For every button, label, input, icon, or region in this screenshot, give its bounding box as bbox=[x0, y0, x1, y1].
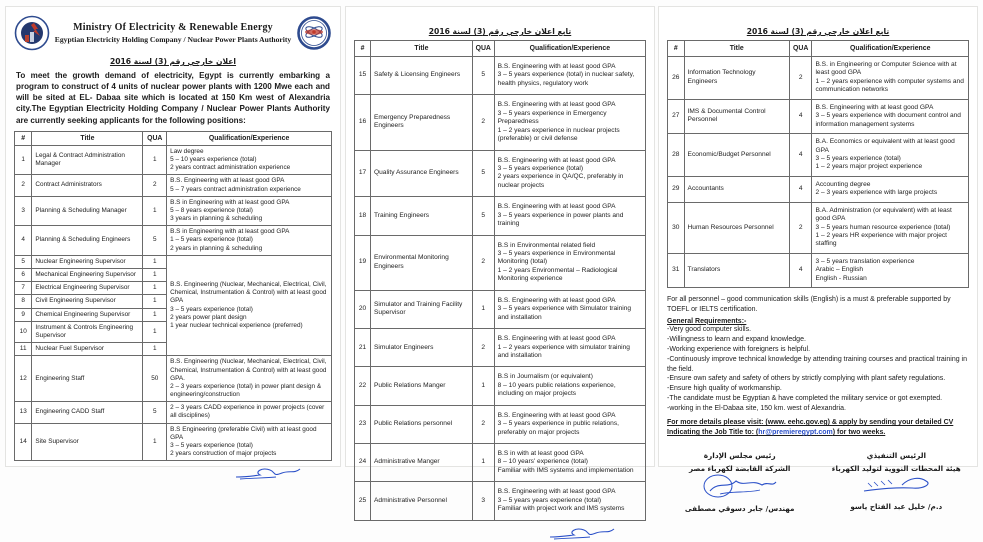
quantity: 2 bbox=[472, 329, 494, 367]
quantity: 4 bbox=[789, 253, 812, 287]
qualification-line: 3 – 5 years experience (total) bbox=[170, 305, 253, 313]
row-number: 23 bbox=[355, 405, 371, 443]
table-row bbox=[15, 196, 332, 226]
quantity: 5 bbox=[472, 57, 494, 95]
qualification-line: 3 – 5 years translation experience bbox=[815, 257, 915, 265]
position-title: IMS & Documental Control Personnel bbox=[684, 99, 789, 133]
table-row bbox=[15, 402, 332, 423]
qualification-line: 3 years in planning & scheduling bbox=[170, 215, 263, 223]
position-title: Electrical Engineering Supervisor bbox=[32, 282, 143, 295]
quantity: 1 bbox=[143, 295, 167, 308]
table-row bbox=[668, 253, 969, 287]
quantity: 1 bbox=[143, 255, 167, 268]
quantity: 1 bbox=[143, 308, 167, 321]
qualification-line: 1 – 2 years HR experience with major project staffing bbox=[815, 232, 948, 248]
table-row bbox=[668, 57, 969, 100]
chairman-signature-scribble-icon bbox=[700, 473, 780, 499]
requirement-item: -Willingness to learn and expand knowledge. bbox=[667, 335, 806, 343]
qualification-line: B.S. Engineering (Nuclear, Mechanical, Electrical, Civil, Chemical, Instrumentation & Control) with at least good GPA bbox=[170, 281, 327, 305]
ceo-signature-scribble-icon bbox=[854, 473, 938, 497]
row-number: 20 bbox=[355, 290, 371, 328]
qualification-line: 2 – 3 years CADD experience in power projects (cover all disciplines) bbox=[170, 404, 325, 420]
table-row bbox=[15, 145, 332, 175]
requirement-item: -Working experience with foreigners is helpful. bbox=[667, 345, 811, 353]
quantity: 5 bbox=[472, 150, 494, 197]
table-row bbox=[355, 57, 646, 95]
requirement-item: -working in the El-Dabaa site, 150 km. west of Alexandria. bbox=[667, 405, 846, 413]
qualification-line: Accounting degree bbox=[815, 180, 871, 188]
positions-table-3 bbox=[667, 40, 969, 288]
general-requirements-heading: General Requirements:- bbox=[667, 317, 747, 325]
row-number: 24 bbox=[355, 444, 371, 482]
position-title: Civil Engineering Supervisor bbox=[32, 295, 143, 308]
page-2 bbox=[345, 6, 655, 513]
signature-block bbox=[667, 451, 969, 513]
more-details-tail: ) for two weeks. bbox=[832, 429, 886, 437]
quantity: 2 bbox=[143, 175, 167, 196]
qualification-line: Familiar with project work and IMS systems bbox=[497, 505, 625, 513]
row-number: 2 bbox=[15, 175, 32, 196]
qualification-line: 2 years in planning & scheduling bbox=[170, 244, 263, 252]
qualification-line: B.A. Economics or equivalent with at least good GPA bbox=[815, 138, 955, 154]
position-title: Administrative Manger bbox=[371, 444, 473, 482]
positions-table bbox=[14, 131, 332, 462]
row-number: 6 bbox=[15, 269, 32, 282]
qualification-line: B.S. Engineering with at least good GPA bbox=[497, 101, 616, 109]
position-title: Public Relations personnel bbox=[371, 405, 473, 443]
position-title: Translators bbox=[684, 253, 789, 287]
quantity: 2 bbox=[472, 95, 494, 150]
row-number: 29 bbox=[668, 176, 685, 202]
position-title: Nuclear Engineering Supervisor bbox=[32, 255, 143, 268]
qualification-line: B.S. Engineering with at least good GPA bbox=[497, 63, 616, 70]
qualification-cell bbox=[167, 196, 332, 226]
quantity: 1 bbox=[143, 343, 167, 356]
qualification-cell bbox=[494, 482, 645, 520]
position-title: Quality Assurance Engineers bbox=[371, 150, 473, 197]
row-number: 7 bbox=[15, 282, 32, 295]
qualification-line: B.S. Engineering with at least good GPA bbox=[497, 203, 616, 211]
ministry-title: Ministry Of Electricity & Renewable Energy bbox=[73, 22, 273, 33]
qualification-cell bbox=[812, 57, 969, 100]
table-row bbox=[355, 329, 646, 367]
row-number: 16 bbox=[355, 95, 371, 150]
position-title: Planning & Scheduling Manager bbox=[32, 196, 143, 226]
quantity: 4 bbox=[789, 99, 812, 133]
row-number: 28 bbox=[668, 134, 685, 177]
position-title: Safety & Licensing Engineers bbox=[371, 57, 473, 95]
column-header: # bbox=[15, 131, 32, 145]
qualification-line: 3 – 5 years years experience (total) bbox=[497, 496, 602, 504]
table-row bbox=[668, 176, 969, 202]
column-header: QUA bbox=[143, 131, 167, 145]
column-header: Qualification/Experience bbox=[494, 41, 645, 57]
row-number: 10 bbox=[15, 321, 32, 342]
column-header: Qualification/Experience bbox=[812, 41, 969, 57]
quantity: 1 bbox=[143, 196, 167, 226]
qualification-cell bbox=[167, 145, 332, 175]
qualification-line: 1 – 2 years Environmental – Radiological Monitoring experience bbox=[497, 266, 618, 283]
chairman-role: رئيس مجلس الإدارة bbox=[703, 450, 776, 460]
qualification-cell bbox=[167, 255, 332, 356]
quantity: 2 bbox=[789, 202, 812, 253]
quantity: 1 bbox=[143, 269, 167, 282]
chairman-org: الشركة القابضة لكهرباء مصر bbox=[689, 463, 791, 473]
qualification-cell bbox=[167, 175, 332, 196]
qualification-cell bbox=[494, 197, 645, 235]
qualification-cell bbox=[167, 402, 332, 423]
position-title: Planning & Scheduling Engineers bbox=[32, 226, 143, 256]
position-title: Nuclear Fuel Supervisor bbox=[32, 343, 143, 356]
row-number: 17 bbox=[355, 150, 371, 197]
qualification-cell bbox=[167, 423, 332, 461]
row-number: 12 bbox=[15, 356, 32, 402]
quantity: 1 bbox=[472, 367, 494, 405]
qualification-line: 3 – 5 years experience with Simulator training and installation bbox=[497, 305, 632, 321]
position-title: Accountants bbox=[684, 176, 789, 202]
table-row bbox=[668, 134, 969, 177]
position-title: Administrative Personnel bbox=[371, 482, 473, 520]
qualification-line: 3 – 5 years experience with document control and information management systems bbox=[815, 112, 961, 128]
position-title: Human Resources Personnel bbox=[684, 202, 789, 253]
more-details-text: For more details please visit: (www. eehc.gov.eg) & apply by sending your detailed CV Indicating the Job Title to: ( bbox=[667, 419, 954, 437]
quantity: 1 bbox=[143, 321, 167, 342]
qualification-line: 2 – 3 years experience with large projects bbox=[815, 189, 938, 197]
qualification-cell bbox=[494, 95, 645, 150]
column-header: Title bbox=[32, 131, 143, 145]
column-header: QUA bbox=[472, 41, 494, 57]
table-row bbox=[355, 367, 646, 405]
qualification-line: 3 – 5 years experience in public relations, preferably on major projects bbox=[497, 420, 619, 436]
position-title: Simulator Engineers bbox=[371, 329, 473, 367]
quantity: 2 bbox=[472, 405, 494, 443]
position-title: Training Engineers bbox=[371, 197, 473, 235]
table-row bbox=[15, 423, 332, 461]
qualification-line: 2 years construction of major projects bbox=[170, 450, 277, 458]
position-title: Legal & Contract Administration Manager bbox=[32, 145, 143, 175]
qualification-line: B.S. Engineering with at least good GPA bbox=[815, 103, 934, 111]
row-number: 21 bbox=[355, 329, 371, 367]
qualification-cell bbox=[812, 202, 969, 253]
table-row bbox=[355, 150, 646, 197]
quantity: 2 bbox=[472, 235, 494, 290]
qualification-line: 2 years power plant design bbox=[170, 313, 247, 321]
quantity: 50 bbox=[143, 356, 167, 402]
quantity: 5 bbox=[143, 402, 167, 423]
position-title: Simulator and Training Facility Supervisor bbox=[371, 290, 473, 328]
signature-scribble-icon bbox=[232, 464, 304, 482]
table-row bbox=[15, 175, 332, 196]
qualification-line: B.S in with at least good GPA bbox=[497, 450, 584, 457]
quantity: 1 bbox=[472, 290, 494, 328]
qualification-line: 1 – 2 years experience with computer systems and communication networks bbox=[815, 77, 964, 94]
positions-table-1 bbox=[14, 131, 332, 462]
qualification-cell bbox=[494, 444, 645, 482]
row-number: 11 bbox=[15, 343, 32, 356]
qualification-line: B.S in Engineering with at least good GPA bbox=[170, 228, 290, 236]
positions-table-2 bbox=[354, 40, 646, 521]
row-number: 5 bbox=[15, 255, 32, 268]
row-number: 9 bbox=[15, 308, 32, 321]
application-email: hr@premieregypt.com bbox=[758, 429, 833, 437]
quantity: 5 bbox=[143, 226, 167, 256]
qualification-line: 5 – 10 years experience (total) bbox=[170, 155, 257, 163]
quantity: 4 bbox=[789, 134, 812, 177]
announcement-continuation-title-arabic: تابع اعلان خارجي رقم (3) لسنة 2016 bbox=[428, 27, 572, 36]
eehc-logo-icon bbox=[14, 15, 50, 51]
qualification-line: B.S. Engineering with at least good GPA bbox=[497, 488, 616, 496]
qualification-line: 3 – 5 years experience in power plants and training bbox=[497, 211, 624, 228]
column-header: Title bbox=[684, 41, 789, 57]
table-row bbox=[15, 226, 332, 256]
qualification-cell bbox=[167, 226, 332, 256]
requirement-item: -Ensure own safety and safety of others by strictly complying with plant safety regulations. bbox=[667, 375, 946, 383]
table-row bbox=[355, 290, 646, 328]
row-number: 1 bbox=[15, 145, 32, 175]
qualification-line: B.S in Environmental related field bbox=[497, 241, 596, 249]
row-number: 27 bbox=[668, 99, 685, 133]
column-header: # bbox=[668, 41, 685, 57]
qualification-line: B.S in Journalism (or equivalent) bbox=[497, 373, 593, 381]
page-3 bbox=[658, 6, 978, 513]
qualification-line: 3 – 5 years experience (total) bbox=[815, 154, 901, 162]
announcement-title-arabic: اعلان خارجي رقم (3) لسنة 2016 bbox=[109, 57, 237, 66]
row-number: 26 bbox=[668, 57, 685, 100]
table-row bbox=[15, 255, 332, 268]
ceo-signature bbox=[830, 451, 963, 513]
quantity: 1 bbox=[472, 444, 494, 482]
qualification-line: 3 – 5 years experience in Environmental Monitoring (total) bbox=[497, 250, 616, 266]
table-row bbox=[355, 95, 646, 150]
qualification-line: 1 – 2 years experience with simulator training and installation bbox=[497, 343, 630, 359]
qualification-line: 2 – 3 years experience (total) in power plant design & engineering/construction bbox=[170, 382, 322, 399]
quantity: 1 bbox=[143, 145, 167, 175]
holding-company-subtitle: Egyptian Electricity Holding Company / Nuclear Power Plants Authority bbox=[54, 35, 292, 44]
position-title: Engineering Staff bbox=[32, 356, 143, 402]
nppa-logo-icon bbox=[296, 15, 332, 51]
more-details-note bbox=[667, 418, 969, 438]
quantity: 1 bbox=[143, 282, 167, 295]
qualification-line: Law degree bbox=[170, 147, 204, 155]
row-number: 15 bbox=[355, 57, 371, 95]
position-title: Mechanical Engineering Supervisor bbox=[32, 269, 143, 282]
ceo-org: هيئة المحطات النووية لتوليد الكهرباء bbox=[831, 463, 961, 473]
qualification-line: B.S. Engineering with at least good GPA bbox=[497, 335, 616, 343]
requirement-item: -Continuously improve technical knowledge by attending training courses and practical training in the field. bbox=[667, 355, 968, 373]
row-number: 18 bbox=[355, 197, 371, 235]
page-1 bbox=[5, 6, 341, 467]
qualification-line: B.S. Engineering (Nuclear, Mechanical, Electrical, Civil, Chemical, Instrumentation & Control) with at least good GPA. bbox=[170, 358, 327, 382]
position-title: Contract Administrators bbox=[32, 175, 143, 196]
qualification-line: B.A. Administration (or equivalent) with at least good GPA bbox=[815, 206, 952, 223]
qualification-line: 3 – 5 years experience in Emergency Preparedness bbox=[497, 109, 607, 126]
table-row bbox=[355, 444, 646, 482]
general-requirements-list bbox=[667, 325, 969, 414]
row-number: 4 bbox=[15, 226, 32, 256]
qualification-line: B.S. Engineering with at least good GPA bbox=[497, 296, 616, 304]
page1-header bbox=[14, 15, 332, 51]
ceo-role: الرئيس التنفيذي bbox=[866, 450, 927, 460]
qualification-cell bbox=[812, 134, 969, 177]
qualification-line: B.S. in Engineering or Computer Science with at least good GPA bbox=[815, 61, 957, 77]
qualification-cell bbox=[494, 405, 645, 443]
qualification-line: 1 – 5 years experience (total) bbox=[170, 236, 253, 244]
ministry-header bbox=[50, 22, 296, 44]
qualification-line: 1 year nuclear technical experience (preferred) bbox=[170, 321, 303, 329]
table-row bbox=[355, 197, 646, 235]
qualification-cell bbox=[494, 329, 645, 367]
qualification-line: 1 – 2 years experience in nuclear projects (preferable) or civil defense bbox=[497, 126, 620, 143]
qualification-cell bbox=[812, 176, 969, 202]
position-title: Environmental Monitoring Engineers bbox=[371, 235, 473, 290]
intro-paragraph: To meet the growth demand of electricity, Egypt is currently embarking a program to construct of 4 units of nuclear power plants with 1200 Mwe each and will be sited at EL- Dabaa site which is located at 150 Km west of Alexandria city.The Egyptian Electricity Holding Company / Nuclear Power Plants Authority are currently seeking applicants for the following positions: bbox=[16, 71, 330, 125]
qualification-line: 2 years contract administration experience bbox=[170, 164, 291, 172]
qualification-cell bbox=[494, 235, 645, 290]
qualification-line: B.S in Engineering with at least good GPA bbox=[170, 198, 290, 206]
qualification-cell bbox=[494, 290, 645, 328]
position-title: Emergency Preparedness Engineers bbox=[371, 95, 473, 150]
position-title: Chemical Engineering Supervisor bbox=[32, 308, 143, 321]
chairman-name: مهندس/ جابر دسوقي مصطفى bbox=[684, 503, 795, 513]
qualification-cell bbox=[812, 253, 969, 287]
qualification-line: 5 – 7 years contract administration experience bbox=[170, 185, 301, 193]
row-number: 19 bbox=[355, 235, 371, 290]
qualification-line: Familiar with IMS systems and implementation bbox=[497, 466, 634, 474]
quantity: 2 bbox=[789, 57, 812, 100]
table-row bbox=[668, 99, 969, 133]
qualification-cell bbox=[812, 99, 969, 133]
table-row bbox=[355, 405, 646, 443]
column-header: # bbox=[355, 41, 371, 57]
qualification-line: 3 – 5 years experience (total) bbox=[497, 164, 584, 172]
positions-table bbox=[354, 40, 646, 521]
positions-table bbox=[667, 40, 969, 288]
position-title: Instrument & Controls Engineering Supervisor bbox=[32, 321, 143, 342]
ceo-name: د.م/ خليل عبد الفتاح ياسو bbox=[850, 501, 943, 511]
position-title: Site Supervisor bbox=[32, 423, 143, 461]
table-row bbox=[668, 202, 969, 253]
position-title: Public Relations Manger bbox=[371, 367, 473, 405]
table-row bbox=[355, 235, 646, 290]
quantity: 4 bbox=[789, 176, 812, 202]
qualification-line: 3 – 5 years experience (total) in nuclear safety, health physics, regulatory work bbox=[497, 71, 635, 87]
qualification-line: 8 – 10 years' experience (total) bbox=[497, 458, 588, 466]
row-number: 25 bbox=[355, 482, 371, 520]
position-title: Information Technology Engineers bbox=[684, 57, 789, 100]
qualification-cell bbox=[494, 367, 645, 405]
row-number: 3 bbox=[15, 196, 32, 226]
qualification-line: B.S. Engineering with at least good GPA bbox=[170, 177, 285, 185]
row-number: 31 bbox=[668, 253, 685, 287]
requirement-item: -Very good computer skills. bbox=[667, 325, 752, 333]
row-number: 14 bbox=[15, 423, 32, 461]
qualification-line: B.S. Engineering with at least good GPA bbox=[497, 411, 616, 419]
table-row bbox=[355, 482, 646, 520]
quantity: 5 bbox=[472, 197, 494, 235]
column-header: QUA bbox=[789, 41, 812, 57]
announcement-continuation-title-arabic: تابع اعلان خارجي رقم (3) لسنة 2016 bbox=[746, 27, 890, 36]
row-number: 30 bbox=[668, 202, 685, 253]
qualification-line: 5 – 8 years experience (total) bbox=[170, 206, 253, 214]
qualification-cell bbox=[167, 356, 332, 402]
qualification-cell bbox=[494, 57, 645, 95]
qualification-line: 3 – 5 years human resource experience (total) bbox=[815, 223, 951, 231]
position-title: Engineering CADD Staff bbox=[32, 402, 143, 423]
all-personnel-note: For all personnel – good communication skills (English) is a must & preferable supported by TOEFL or IELTS certification. bbox=[667, 296, 951, 313]
quantity: 3 bbox=[472, 482, 494, 520]
qualification-line: B.S. Engineering with at least good GPA bbox=[497, 156, 616, 164]
chairman-signature bbox=[673, 451, 806, 513]
row-number: 22 bbox=[355, 367, 371, 405]
row-number: 13 bbox=[15, 402, 32, 423]
signature-scribble-icon bbox=[546, 524, 618, 542]
qualification-line: 8 – 10 years public relations experience, including on major projects bbox=[497, 381, 616, 398]
qualification-line: B.S Engineering (preferable Civil) with at least good GPA bbox=[170, 425, 317, 441]
quantity: 1 bbox=[143, 423, 167, 461]
requirement-item: -Ensure high quality of workmanship. bbox=[667, 385, 782, 393]
qualification-line: Arabic – English bbox=[815, 266, 864, 274]
qualification-line: 2 years experience in QA/QC, preferably in nuclear projects bbox=[497, 173, 624, 189]
position-title: Economic/Budget Personnel bbox=[684, 134, 789, 177]
qualification-line: English - Russian bbox=[815, 274, 867, 282]
qualification-cell bbox=[494, 150, 645, 197]
column-header: Title bbox=[371, 41, 473, 57]
column-header: Qualification/Experience bbox=[167, 131, 332, 145]
qualification-line: 1 – 2 years major project experience bbox=[815, 163, 923, 171]
requirement-item: -The candidate must be Egyptian & have completed the military service or got exempted. bbox=[667, 395, 943, 403]
qualification-line: 3 – 5 years experience (total) bbox=[170, 442, 253, 450]
table-row bbox=[15, 356, 332, 402]
row-number: 8 bbox=[15, 295, 32, 308]
